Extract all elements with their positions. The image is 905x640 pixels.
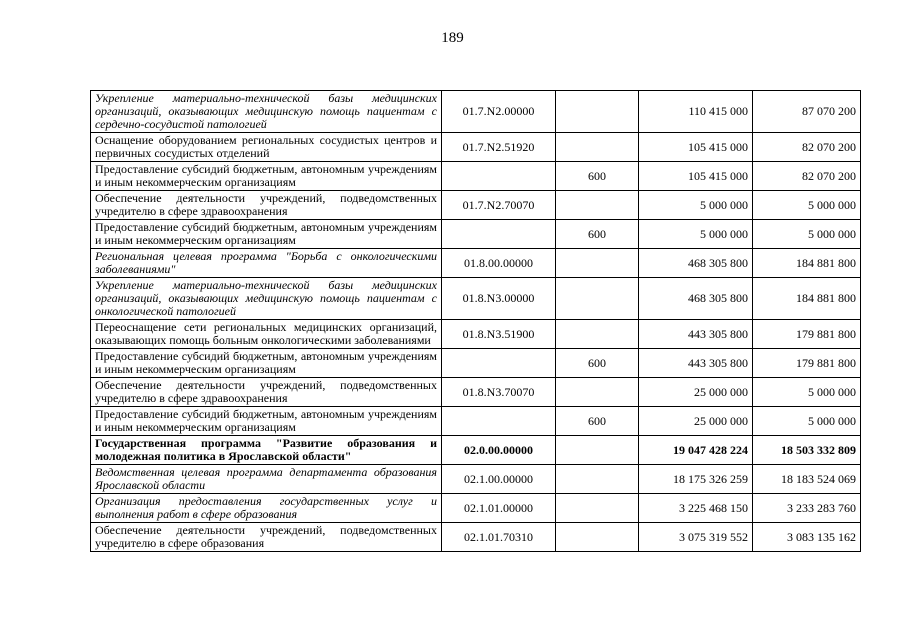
table-row — [91, 407, 861, 436]
row-expense-type-cell — [556, 191, 639, 220]
table-row — [91, 278, 861, 320]
row-name-cell: Переоснащение сети региональных медицинских организаций, оказывающих помощь больным онкологическими заболеваниями — [91, 320, 442, 349]
row-expense-type-cell — [556, 378, 639, 407]
row-amount-year2-cell: 5 000 000 — [753, 220, 861, 249]
table-row — [91, 494, 861, 523]
row-amount-year1-cell: 5 000 000 — [639, 191, 753, 220]
row-name-cell: Обеспечение деятельности учреждений, подведомственных учредителю в сфере образования — [91, 523, 442, 552]
row-expense-type-cell — [556, 249, 639, 278]
budget-table-body — [91, 91, 861, 552]
row-name-cell: Региональная целевая программа "Борьба с онкологическими заболеваниями" — [91, 249, 442, 278]
page-number: 189 — [441, 30, 464, 46]
row-amount-year2-cell: 5 000 000 — [753, 378, 861, 407]
row-amount-year1-cell: 468 305 800 — [639, 278, 753, 320]
row-amount-year1-cell: 468 305 800 — [639, 249, 753, 278]
row-amount-year2-cell: 3 083 135 162 — [753, 523, 861, 552]
row-expense-type-cell — [556, 523, 639, 552]
row-expense-type-cell — [556, 465, 639, 494]
table-row — [91, 91, 861, 133]
row-name-cell: Государственная программа "Развитие образования и молодежная политика в Ярославской области" — [91, 436, 442, 465]
table-row — [91, 162, 861, 191]
row-code-cell: 02.1.01.00000 — [442, 494, 556, 523]
row-code-cell — [442, 407, 556, 436]
row-code-cell — [442, 220, 556, 249]
row-amount-year1-cell: 3 075 319 552 — [639, 523, 753, 552]
row-expense-type-cell — [556, 320, 639, 349]
row-code-cell — [442, 162, 556, 191]
row-code-cell: 01.8.N3.00000 — [442, 278, 556, 320]
row-name-cell: Организация предоставления государственных услуг и выполнения работ в сфере образования — [91, 494, 442, 523]
table-row — [91, 436, 861, 465]
row-code-cell: 01.8.N3.70070 — [442, 378, 556, 407]
row-expense-type-cell — [556, 133, 639, 162]
row-code-cell: 02.1.01.70310 — [442, 523, 556, 552]
row-amount-year1-cell: 110 415 000 — [639, 91, 753, 133]
row-amount-year1-cell: 443 305 800 — [639, 349, 753, 378]
row-amount-year1-cell: 5 000 000 — [639, 220, 753, 249]
row-amount-year2-cell: 18 183 524 069 — [753, 465, 861, 494]
row-expense-type-cell — [556, 494, 639, 523]
row-code-cell: 01.8.N3.51900 — [442, 320, 556, 349]
row-expense-type-cell — [556, 91, 639, 133]
row-name-cell: Обеспечение деятельности учреждений, подведомственных учредителю в сфере здравоохранения — [91, 191, 442, 220]
row-amount-year1-cell: 443 305 800 — [639, 320, 753, 349]
row-expense-type-cell: 600 — [556, 349, 639, 378]
table-row — [91, 378, 861, 407]
table-row — [91, 220, 861, 249]
row-name-cell: Укрепление материально-технической базы медицинских организаций, оказывающих медицинскую помощь пациентам с онкологической патологией — [91, 278, 442, 320]
row-expense-type-cell: 600 — [556, 162, 639, 191]
row-expense-type-cell: 600 — [556, 407, 639, 436]
row-code-cell: 01.7.N2.51920 — [442, 133, 556, 162]
row-amount-year2-cell: 3 233 283 760 — [753, 494, 861, 523]
table-row — [91, 249, 861, 278]
row-name-cell: Укрепление материально-технической базы медицинских организаций, оказывающих медицинскую помощь пациентам с сердечно-сосудистой патологией — [91, 91, 442, 133]
row-name-cell: Предоставление субсидий бюджетным, автономным учреждениям и иным некоммерческим организациям — [91, 349, 442, 378]
table-row — [91, 465, 861, 494]
row-amount-year1-cell: 105 415 000 — [639, 162, 753, 191]
table-row — [91, 523, 861, 552]
table-row — [91, 191, 861, 220]
row-name-cell: Предоставление субсидий бюджетным, автономным учреждениям и иным некоммерческим организациям — [91, 407, 442, 436]
row-amount-year1-cell: 3 225 468 150 — [639, 494, 753, 523]
table-row — [91, 320, 861, 349]
row-amount-year1-cell: 18 175 326 259 — [639, 465, 753, 494]
row-amount-year2-cell: 5 000 000 — [753, 407, 861, 436]
row-code-cell: 01.8.00.00000 — [442, 249, 556, 278]
row-expense-type-cell — [556, 436, 639, 465]
row-code-cell — [442, 349, 556, 378]
row-amount-year2-cell: 82 070 200 — [753, 133, 861, 162]
table-row — [91, 349, 861, 378]
row-expense-type-cell: 600 — [556, 220, 639, 249]
row-code-cell: 02.0.00.00000 — [442, 436, 556, 465]
table-row — [91, 133, 861, 162]
row-amount-year2-cell: 87 070 200 — [753, 91, 861, 133]
row-amount-year1-cell: 105 415 000 — [639, 133, 753, 162]
row-amount-year1-cell: 25 000 000 — [639, 378, 753, 407]
row-code-cell: 01.7.N2.70070 — [442, 191, 556, 220]
row-expense-type-cell — [556, 278, 639, 320]
row-amount-year2-cell: 184 881 800 — [753, 278, 861, 320]
row-code-cell: 01.7.N2.00000 — [442, 91, 556, 133]
row-name-cell: Предоставление субсидий бюджетным, автономным учреждениям и иным некоммерческим организациям — [91, 220, 442, 249]
row-amount-year2-cell: 179 881 800 — [753, 320, 861, 349]
row-name-cell: Оснащение оборудованием региональных сосудистых центров и первичных сосудистых отделений — [91, 133, 442, 162]
row-code-cell: 02.1.00.00000 — [442, 465, 556, 494]
row-amount-year2-cell: 18 503 332 809 — [753, 436, 861, 465]
row-name-cell: Ведомственная целевая программа департамента образования Ярославской области — [91, 465, 442, 494]
row-amount-year2-cell: 5 000 000 — [753, 191, 861, 220]
row-amount-year1-cell: 25 000 000 — [639, 407, 753, 436]
row-amount-year2-cell: 184 881 800 — [753, 249, 861, 278]
row-name-cell: Предоставление субсидий бюджетным, автономным учреждениям и иным некоммерческим организациям — [91, 162, 442, 191]
row-amount-year1-cell: 19 047 428 224 — [639, 436, 753, 465]
row-amount-year2-cell: 179 881 800 — [753, 349, 861, 378]
budget-table — [90, 90, 861, 552]
row-name-cell: Обеспечение деятельности учреждений, подведомственных учредителю в сфере здравоохранения — [91, 378, 442, 407]
row-amount-year2-cell: 82 070 200 — [753, 162, 861, 191]
